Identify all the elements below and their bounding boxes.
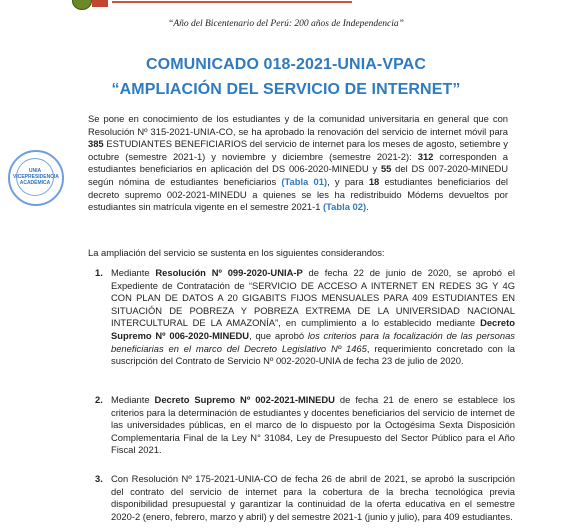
motto-text: “Año del Bicentenario del Perú: 200 años de Independencia” (168, 19, 404, 29)
list-item-number: 3. (95, 473, 103, 484)
list-item-text: Mediante Resolución Nº 099-2020-UNIA-P de fecha 22 de junio de 2020, se aprobó el Expediente de Contratación de “SERVICIO DE ACCESO A INTERNET EN REDES 3G Y 4G CON PLAN DE DATOS A 20 GIGABITS FIJOS MENSUALES PARA 409 ESTUDIANTES EN SITUACIÓN DE POBREZA Y POBREZA EXTREMA DE LA UNIVERSIDAD NACIONAL INTERCULTURAL DE LA AMAZONÍA”, en cumplimiento a lo establecido mediante Decreto Supremo Nº 006-2020-MINEDU, que aprobó los criterios para la focalización de las personas beneficiarias en el marco del Decreto Legislativo Nº 1465, requerimiento concretado con la suscripción del Contrato de Servicio Nº 002-2020-UNIA de fecha 23 de julio de 2020. (111, 267, 516, 367)
intro-paragraph: Se pone en conocimiento de los estudiantes y de la comunidad universitaria en general que con Resolución Nº 315-2021-UNIA-CO, se ha aprobado la renovación del servicio de internet móvil para 385 ESTUDIANTES BENEFICIARIOS del servicio de internet para los meses de agosto, setiembre y octubre (semestre 2021-1) y noviembre y diciembre (semestre 2021-2): 312 corresponden a estudiantes beneficiarios en aplicación del DS 006-2020-MINEDU y 55 del DS 007-2020-MINEDU según nómina de estudiantes beneficiarios (Tabla 01), y para 18 estudiantes beneficiarios del decreto supremo 002-2021-MINEDU a quienes se les ha redistribuido Módems devueltos por estudiantes sin matrícula vigente en el semestre 2021-1 (Tabla 02). (88, 113, 509, 213)
header-bar (0, 0, 572, 9)
list-item-number: 1. (95, 267, 103, 278)
peru-emblem (92, 0, 108, 7)
list-item-text: Mediante Decreto Supremo Nº 002-2021-MINEDU de fecha 21 de enero se establece los criterios para la determinación de estudiantes y docentes beneficiarios del servicio de internet de las universidades públicas, en el marco de lo dispuesto por la Octogésima Sexta Disposición Complementaria Final de la Ley N° 31084, Ley de Presupuesto del Sector Público para el Año Fiscal 2021. (111, 394, 515, 456)
list-item-text: Con Resolución Nº 175-2021-UNIA-CO de fecha 26 de abril de 2021, se aprobó la suscripción del contrato del servicio de internet para la cobertura de la brecha tecnológica previa disponibilidad presupuestal y garantizar la continuidad de la oferta educativa en el semestre 2020-2 (enero, febrero, marzo y abril) y del semestre 2021-1 (junio y julio), para 409 estudiantes. (111, 473, 515, 522)
document-title: COMUNICADO 018-2021-UNIA-VPAC (146, 56, 426, 73)
table-02-link[interactable]: (Tabla 02) (323, 201, 367, 213)
table-01-link[interactable]: (Tabla 01) (281, 175, 328, 187)
university-logo (72, 0, 92, 10)
document-subtitle: “AMPLIACIÓN DEL SERVICIO DE INTERNET” (111, 81, 461, 98)
header-divider (112, 1, 352, 3)
list-item-number: 2. (95, 394, 103, 405)
considerations-intro: La ampliación del servicio se sustenta en los siguientes considerandos: (88, 247, 385, 258)
stamp-text: UNIA VICEPRESIDENCIA ACADÉMICA (13, 168, 59, 186)
